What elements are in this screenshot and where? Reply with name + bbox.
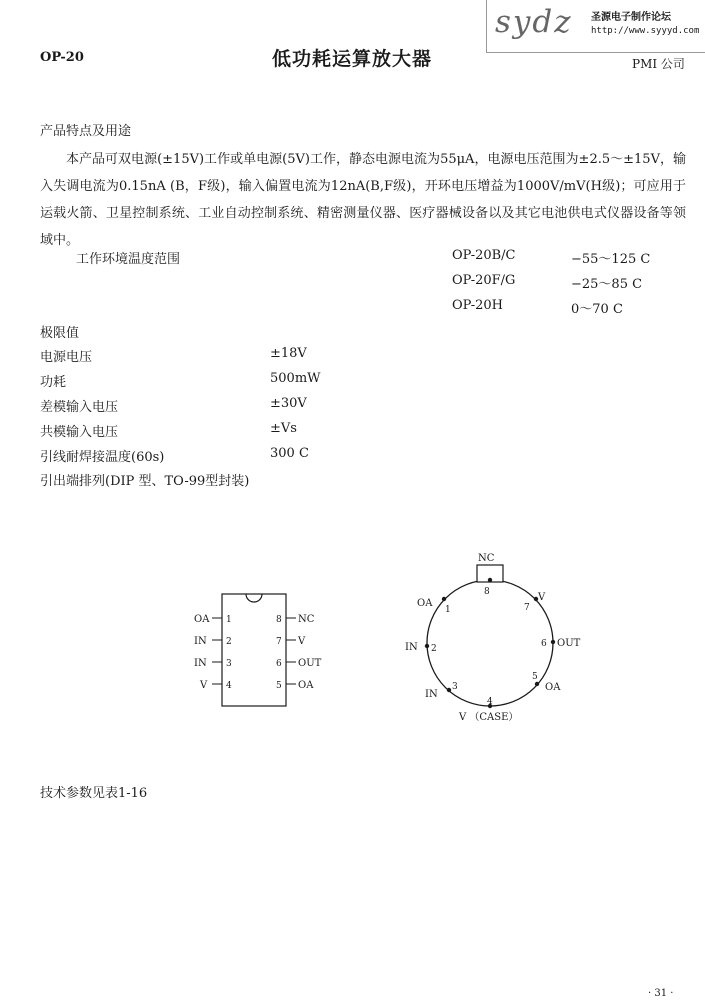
temp-range-row	[452, 298, 623, 317]
limit-name: 引线耐焊接温度(60s)	[40, 450, 165, 465]
to99-pin-label: OA	[417, 598, 433, 609]
limit-row	[40, 421, 297, 440]
to99-pin-label: IN	[425, 689, 438, 700]
limit-value: ±30V	[270, 396, 307, 411]
to99-pin-label: OA	[545, 682, 561, 693]
dip-pin-1	[194, 614, 232, 625]
page-number: · 31 ·	[648, 988, 674, 999]
dip-pin-2	[194, 636, 232, 647]
dip-pin-label: OA	[194, 614, 210, 625]
tech-params-reference: 技术参数见表1-16	[40, 786, 148, 801]
dip-pin-number: 1	[226, 615, 232, 625]
watermark-box	[486, 0, 705, 53]
to99-pin-number: 3	[452, 682, 458, 692]
limit-value: ±18V	[270, 346, 307, 361]
dip-pin-3	[194, 658, 232, 669]
temp-model: OP-20H	[452, 298, 503, 313]
features-paragraph: 本产品可双电源(±15V)工作或单电源(5V)工作，静态电源电流为55μA，电源电压范围为±2.5～±15V，输入失调电流为0.15nA (B，F级)，输入偏置电流为12nA(B,F级)，开环电压增益为1000V/mV(H级)；可应用于运载火箭、卫星控制系统、工业自动控制系统、精密测量仪器、医疗器械设备以及其它电池供电式仪器设备等领域中。	[40, 152, 686, 248]
dip-pin-number: 4	[226, 681, 232, 691]
dip-pin-number: 3	[226, 659, 232, 669]
temp-value: −55～125 C	[571, 252, 651, 267]
to99-pin-1	[417, 597, 451, 615]
to99-pin-number: 8	[484, 587, 490, 597]
dip-pin-number: 8	[276, 615, 282, 625]
part-id: OP-20	[40, 50, 84, 65]
temp-range-label: 工作环境温度范围	[76, 252, 181, 267]
dip-pin-4	[199, 680, 232, 691]
dip-pin-number: 7	[276, 637, 282, 647]
company-name: PMI 公司	[632, 57, 685, 71]
to99-pin-number: 2	[431, 644, 437, 654]
limit-name: 功耗	[40, 375, 67, 390]
to99-pin-7	[524, 592, 546, 613]
temp-value: −25～85 C	[571, 277, 643, 292]
to99-pin-4	[458, 697, 518, 723]
dip-pin-6	[276, 658, 322, 669]
dip-package-diagram	[190, 588, 340, 718]
limit-row	[40, 346, 307, 365]
dip-pin-label: NC	[298, 614, 315, 625]
dip-pin-label: OUT	[298, 658, 322, 669]
dip-pin-number: 5	[276, 681, 282, 691]
to99-pin-3	[425, 682, 458, 700]
to99-pin-number: 7	[524, 603, 530, 613]
to99-pin-2	[405, 642, 437, 654]
to99-pin-number: 1	[445, 605, 451, 615]
pinout-heading: 引出端排列(DIP 型、TO-99型封装)	[40, 474, 250, 489]
temp-model: OP-20F/G	[452, 273, 516, 288]
limit-row	[40, 371, 321, 390]
limit-name: 共模输入电压	[40, 425, 119, 440]
temp-range-row	[452, 248, 651, 267]
limit-row	[40, 446, 309, 465]
watermark-url: http://www.syyyd.com	[591, 26, 700, 36]
page-title: 低功耗运算放大器	[272, 48, 433, 70]
dip-notch	[246, 594, 262, 602]
watermark-logo: sydz	[495, 4, 573, 40]
dip-pin-label: V	[298, 636, 306, 647]
to99-pin-number: 6	[541, 639, 547, 649]
temp-value: 0～70 C	[571, 302, 623, 317]
dip-pin-number: 2	[226, 637, 232, 647]
to99-pin-label: V	[538, 592, 546, 603]
watermark-forum-name: 圣源电子制作论坛	[591, 12, 671, 23]
to99-pin-5	[532, 672, 561, 693]
to99-pin-label: OUT	[557, 638, 581, 649]
dip-pin-label: IN	[194, 658, 207, 669]
temp-range-row	[452, 273, 643, 292]
dip-pin-7	[276, 636, 306, 647]
dip-pin-number: 6	[276, 659, 282, 669]
limit-row	[40, 396, 307, 415]
to99-pin-number: 5	[532, 672, 538, 682]
dip-pin-label: V	[200, 680, 208, 691]
features-heading: 产品特点及用途	[40, 124, 132, 139]
temp-model: OP-20B/C	[452, 248, 516, 263]
to99-pin-label: V （CASE）	[459, 712, 519, 723]
to99-pin-label: IN	[405, 642, 418, 653]
dip-pin-8	[276, 614, 315, 625]
limits-heading: 极限值	[40, 326, 80, 341]
dip-pin-label: OA	[298, 680, 314, 691]
to99-pin-6	[541, 638, 581, 649]
limit-value: ±Vs	[270, 421, 297, 436]
limit-value: 500mW	[270, 371, 321, 386]
dip-pin-label: IN	[194, 636, 207, 647]
to99-pin-number: 4	[487, 697, 493, 707]
to99-package-diagram	[395, 548, 595, 730]
dip-pin-5	[276, 680, 314, 691]
limit-name: 电源电压	[40, 350, 93, 365]
limit-value: 300 C	[270, 446, 309, 461]
to99-pin-label: NC	[478, 553, 495, 564]
limit-name: 差模输入电压	[40, 400, 119, 415]
